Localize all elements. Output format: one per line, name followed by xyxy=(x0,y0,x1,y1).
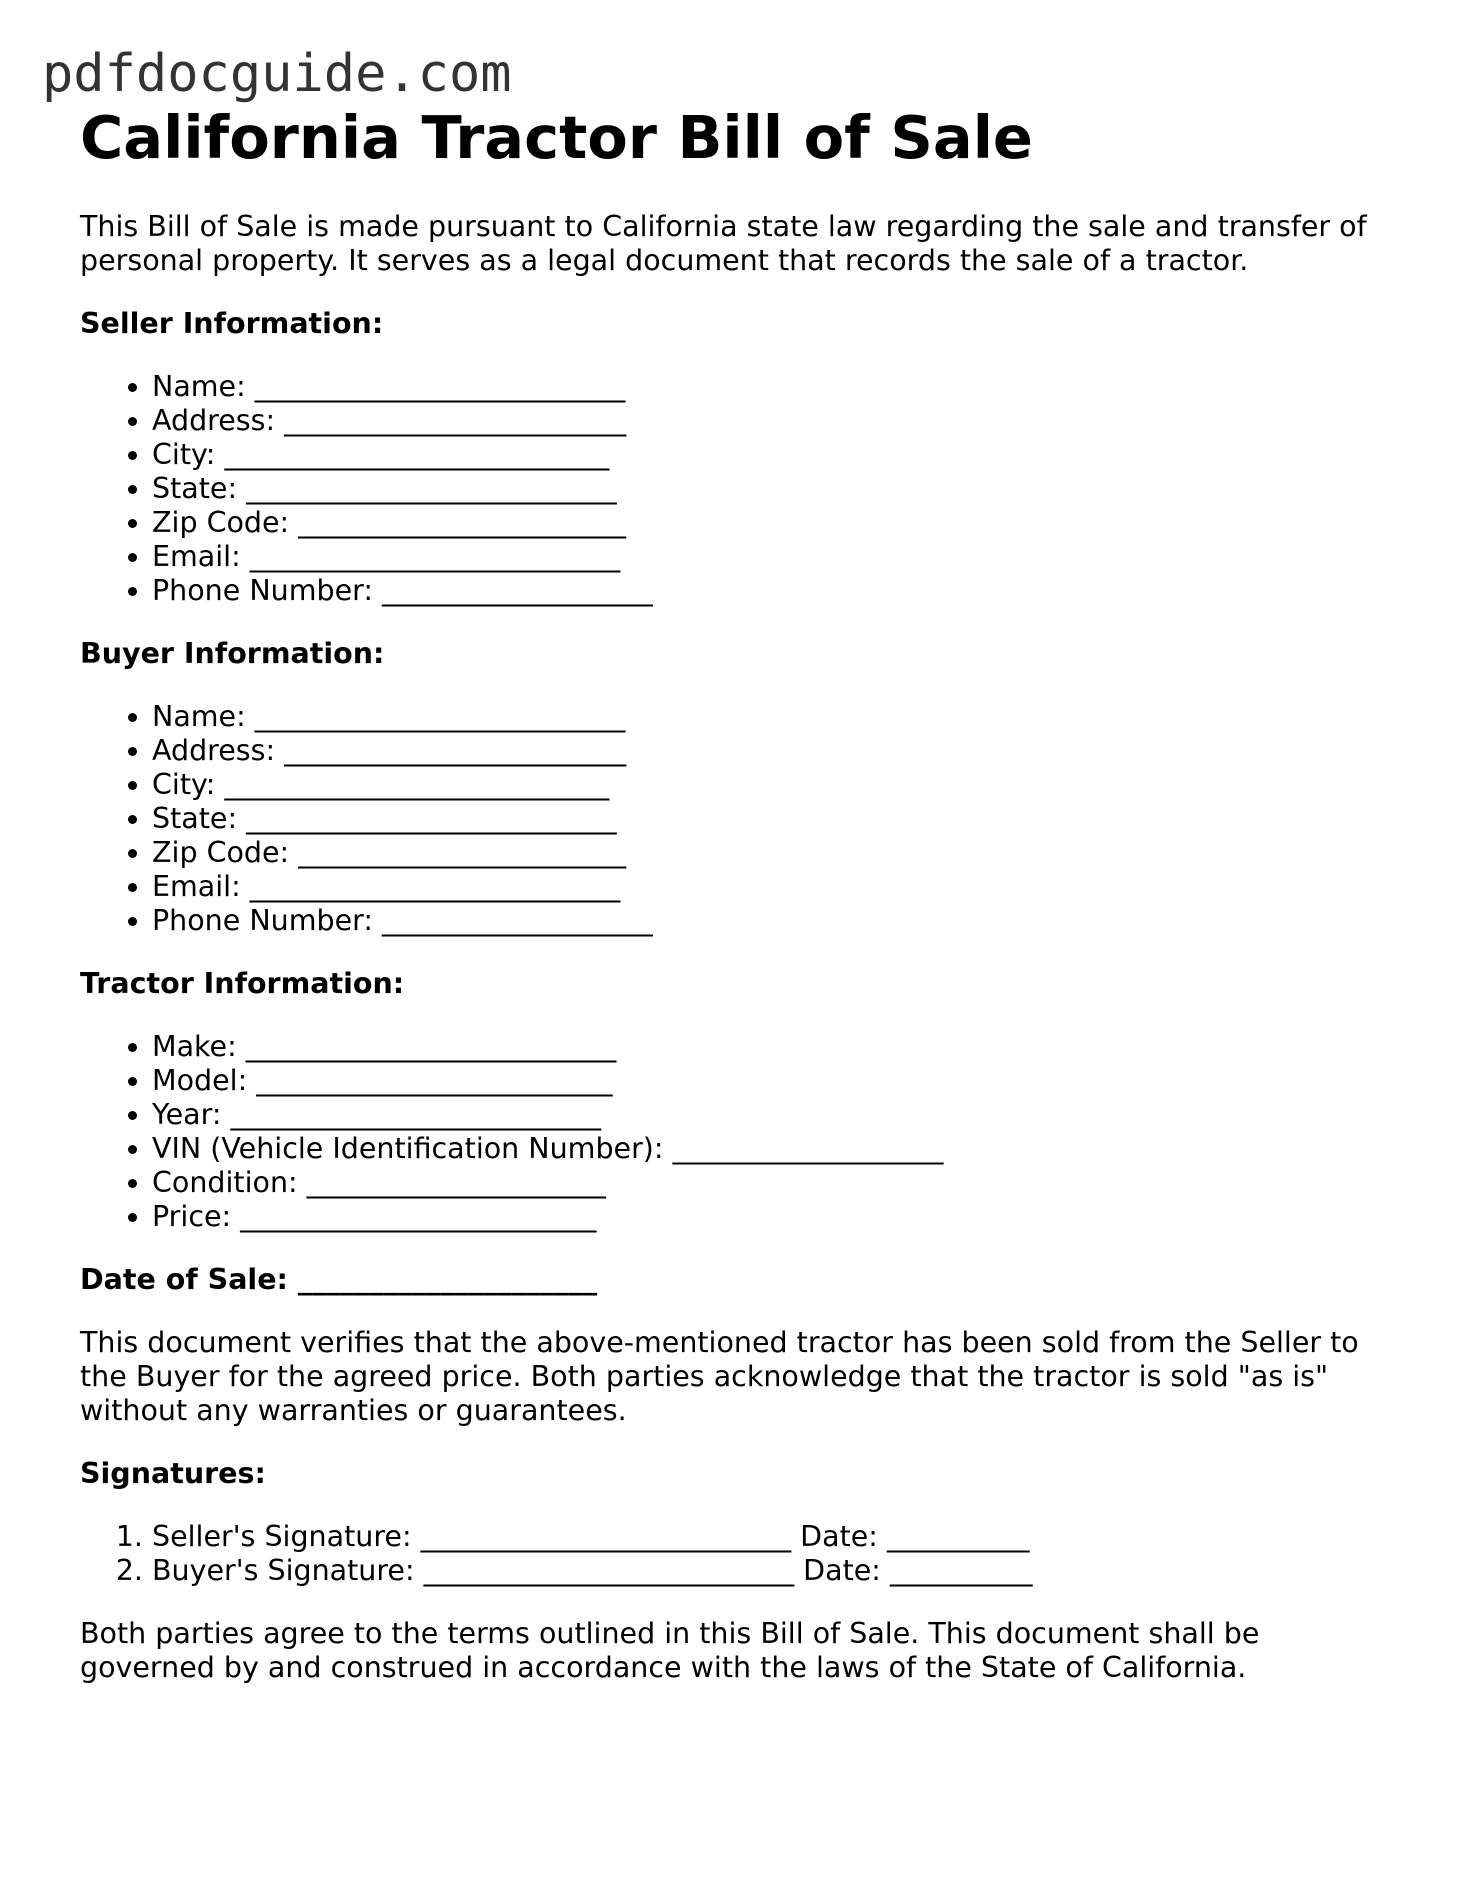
tractor-model-field: • Model: _________________________ xyxy=(152,1064,1400,1098)
buyer-phone-field: • Phone Number: ___________________ xyxy=(152,904,1400,938)
tractor-year-field: • Year: __________________________ xyxy=(152,1098,1400,1132)
seller-signature-line: 1. Seller's Signature: __________________________ Date: __________ xyxy=(152,1520,1400,1554)
watermark: pdfdocguide.com xyxy=(42,44,512,104)
seller-state-field: • State: __________________________ xyxy=(152,472,1400,506)
tractor-make-field: • Make: __________________________ xyxy=(152,1030,1400,1064)
tractor-condition-field: • Condition: _____________________ xyxy=(152,1166,1400,1200)
buyer-city-field: • City: ___________________________ xyxy=(152,768,1400,802)
seller-heading: Seller Information: xyxy=(80,307,384,340)
buyer-signature-line: 2. Buyer's Signature: __________________________ Date: __________ xyxy=(152,1554,1400,1588)
tractor-list xyxy=(80,1030,1400,1234)
seller-phone-field: • Phone Number: ___________________ xyxy=(152,574,1400,608)
seller-list xyxy=(80,370,1400,608)
signatures-heading: Signatures: xyxy=(80,1457,266,1490)
buyer-address-field: • Address: ________________________ xyxy=(152,734,1400,768)
closing-paragraph: Both parties agree to the terms outlined in this Bill of Sale. This document shall be governed by and construed in accordance with the laws of the State of California. xyxy=(80,1617,1260,1684)
intro-paragraph: This Bill of Sale is made pursuant to California state law regarding the sale and transfer of personal property. It serves as a legal document that records the sale of a tractor. xyxy=(80,210,1367,277)
document xyxy=(80,100,1400,1685)
tractor-vin-field: • VIN (Vehicle Identification Number): ___________________ xyxy=(152,1132,1400,1166)
buyer-state-field: • State: __________________________ xyxy=(152,802,1400,836)
seller-email-field: • Email: __________________________ xyxy=(152,540,1400,574)
buyer-email-field: • Email: __________________________ xyxy=(152,870,1400,904)
verification-paragraph: This document verifies that the above-mentioned tractor has been sold from the Seller to the Buyer for the agreed price. Both parties acknowledge that the tractor is sold "as is" without any warranties or guarantees. xyxy=(80,1326,1359,1427)
buyer-zip-field: • Zip Code: _______________________ xyxy=(152,836,1400,870)
seller-name-field: • Name: __________________________ xyxy=(152,370,1400,404)
seller-city-field: • City: ___________________________ xyxy=(152,438,1400,472)
buyer-list xyxy=(80,700,1400,938)
page-title: California Tractor Bill of Sale xyxy=(80,103,1033,172)
date-of-sale: Date of Sale: _____________________ xyxy=(80,1263,598,1296)
tractor-heading: Tractor Information: xyxy=(80,967,405,1000)
buyer-heading: Buyer Information: xyxy=(80,637,385,670)
tractor-price-field: • Price: _________________________ xyxy=(152,1200,1400,1234)
buyer-name-field: • Name: __________________________ xyxy=(152,700,1400,734)
signatures-list xyxy=(80,1520,1400,1588)
seller-zip-field: • Zip Code: _______________________ xyxy=(152,506,1400,540)
seller-address-field: • Address: ________________________ xyxy=(152,404,1400,438)
